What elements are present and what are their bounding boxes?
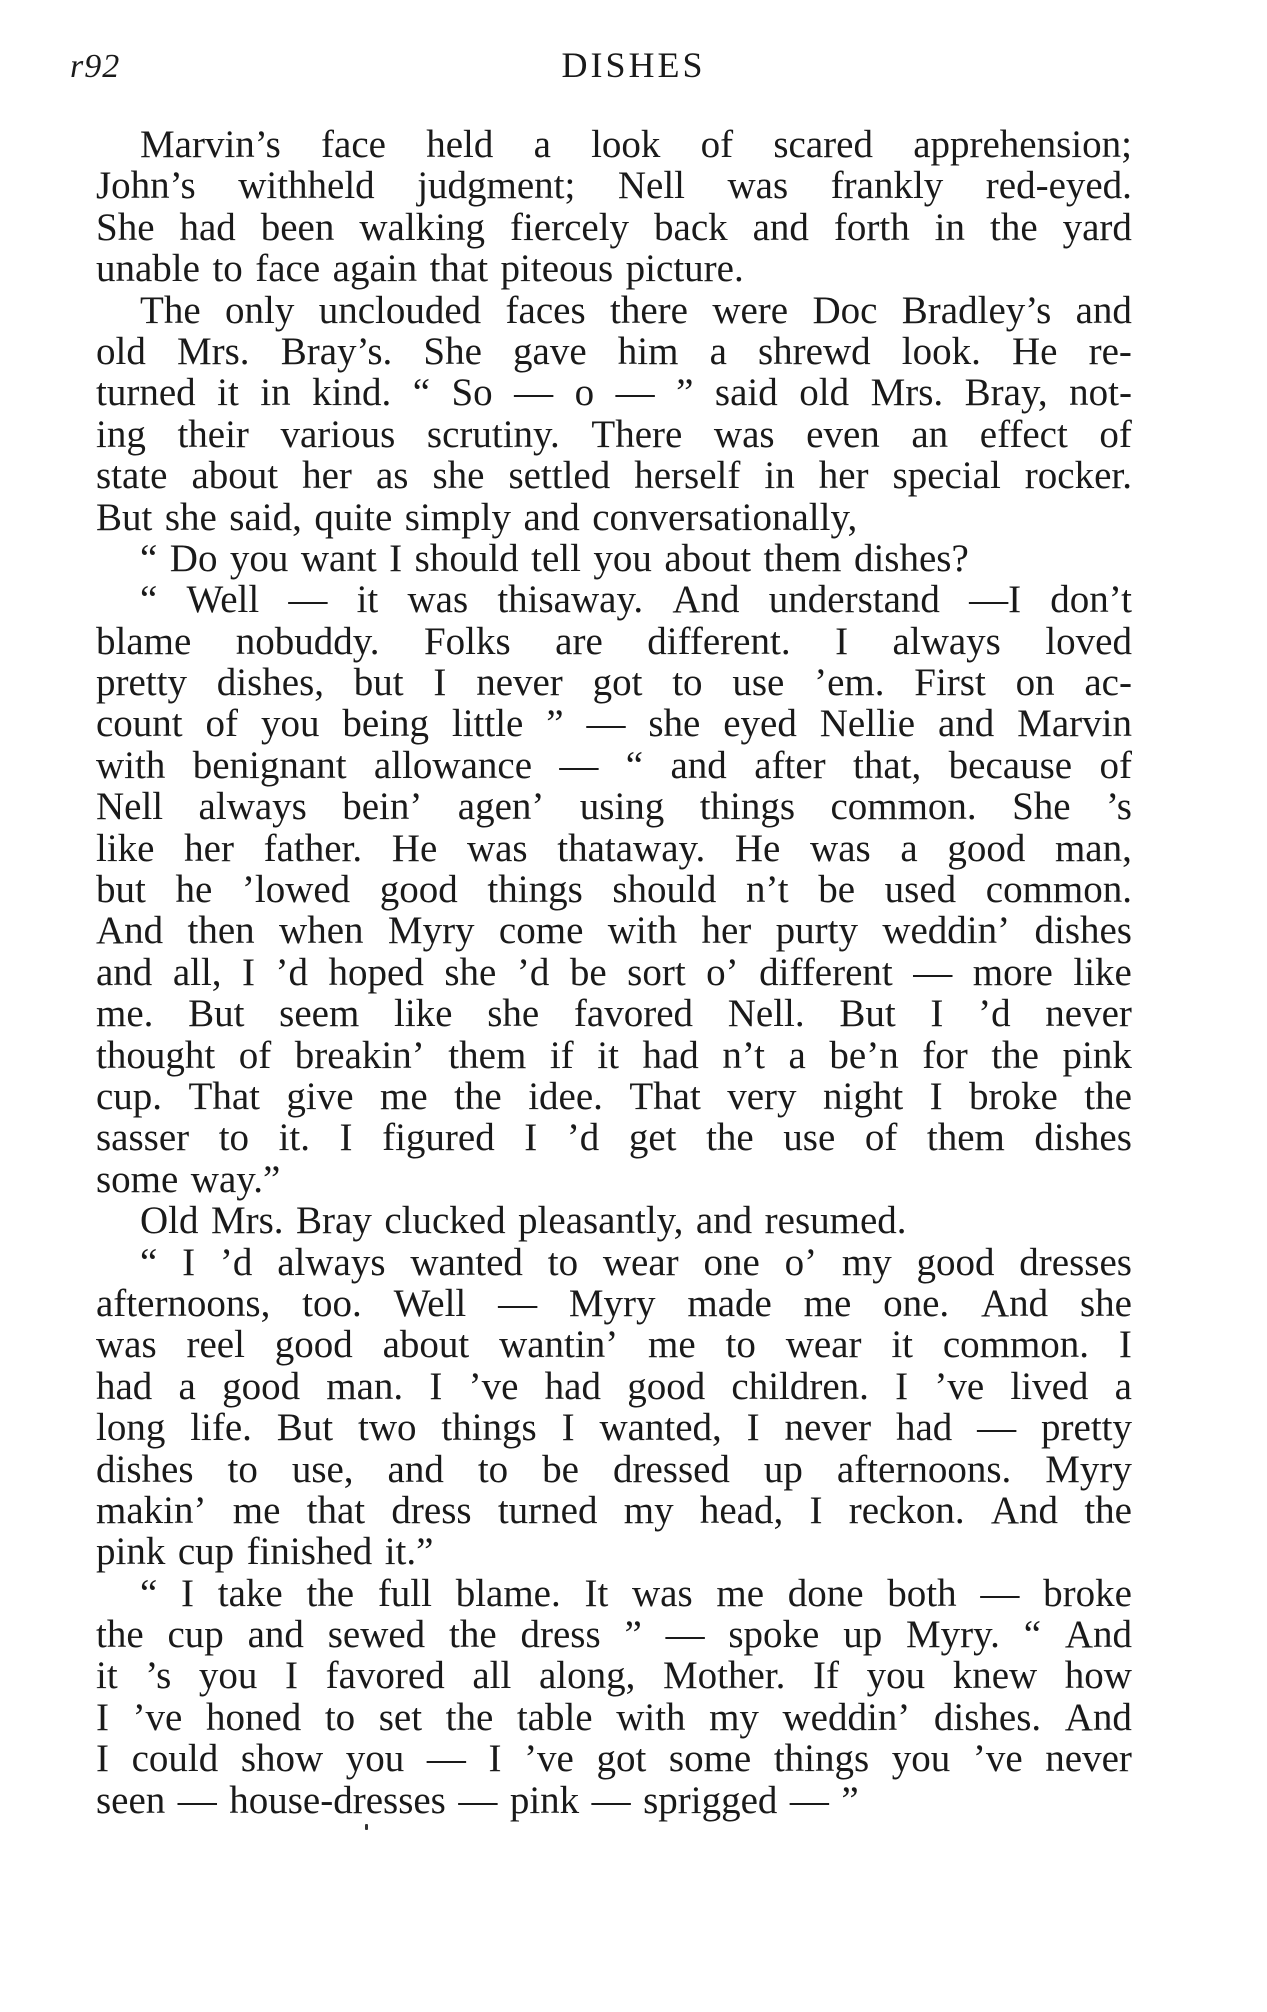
text-line: blame nobuddy. Folks are different. I always loved: [96, 619, 1132, 663]
text-line: old Mrs. Bray’s. She gave him a shrewd look. He re-: [96, 329, 1132, 373]
text-line: And then when Myry come with her purty weddin’ dishes: [96, 909, 1132, 953]
page-header: [0, 44, 1267, 94]
text-line: afternoons, too. Well — Myry made me one. And she: [96, 1281, 1132, 1325]
text-line: it ’s you I favored all along, Mother. If you knew how: [96, 1654, 1132, 1698]
text-line: thought of breakin’ them if it had n’t a be’n for the pink: [96, 1033, 1132, 1077]
text-line: state about her as she settled herself in her special rocker.: [96, 454, 1132, 498]
text-line: pink cup finished it.”: [96, 1530, 434, 1574]
text-line: Nell always bein’ agen’ using things common. She ’s: [96, 785, 1132, 829]
text-line: the cup and sewed the dress ” — spoke up Myry. “ And: [96, 1613, 1132, 1657]
text-line: count of you being little ” — she eyed Nellie and Marvin: [96, 702, 1132, 746]
text-line: was reel good about wantin’ me to wear it common. I: [96, 1323, 1132, 1367]
running-title: DISHES: [561, 45, 706, 85]
body-text: [96, 124, 1132, 1821]
text-line: She had been walking fiercely back and forth in the yard: [96, 205, 1132, 249]
text-line: The only unclouded faces there were Doc Bradley’s and: [140, 288, 1132, 332]
text-line: Marvin’s face held a look of scared apprehension;: [140, 123, 1132, 166]
text-line: unable to face again that piteous picture.: [96, 247, 744, 291]
text-line: I ’ve honed to set the table with my weddin’ dishes. And: [96, 1695, 1132, 1739]
text-line: long life. But two things I wanted, I never had — pretty: [96, 1406, 1132, 1450]
text-line: sasser to it. I figured I ’d get the use of them dishes: [96, 1116, 1132, 1160]
text-line: But she said, quite simply and conversationally,: [96, 495, 858, 539]
text-line: had a good man. I ’ve had good children. I ’ve lived a: [96, 1364, 1132, 1408]
text-line: and all, I ’d hoped she ’d be sort o’ different — more like: [96, 950, 1132, 994]
text-line: Old Mrs. Bray clucked pleasantly, and resumed.: [140, 1199, 907, 1243]
printing-speck: [365, 1824, 368, 1830]
text-line: John’s withheld judgment; Nell was frankly red-eyed.: [96, 164, 1132, 208]
text-line: “ I take the full blame. It was me done both — broke: [140, 1571, 1132, 1615]
text-line: cup. That give me the idee. That very night I broke the: [96, 1074, 1132, 1118]
text-line: some way.”: [96, 1157, 281, 1201]
text-line: I could show you — I ’ve got some things you ’ve never: [96, 1737, 1132, 1781]
text-line: “ Do you want I should tell you about them dishes?: [140, 536, 969, 580]
text-line: but he ’lowed good things should n’t be used common.: [96, 868, 1132, 912]
text-line: with benignant allowance — “ and after that, because of: [96, 743, 1132, 787]
text-line: me. But seem like she favored Nell. But I ’d never: [96, 992, 1132, 1036]
text-line: seen — house-dresses — pink — sprigged — ”: [96, 1778, 859, 1822]
page-number: r92: [70, 48, 121, 85]
text-line: pretty dishes, but I never got to use ’em. First on ac-: [96, 661, 1132, 705]
text-line: ing their various scrutiny. There was even an effect of: [96, 412, 1132, 456]
text-line: like her father. He was thataway. He was a good man,: [96, 826, 1132, 870]
text-line: “ Well — it was thisaway. And understand —I don’t: [140, 578, 1132, 622]
text-line: turned it in kind. “ So — o — ” said old Mrs. Bray, not-: [96, 371, 1132, 415]
text-line: “ I ’d always wanted to wear one o’ my good dresses: [140, 1240, 1132, 1284]
text-line: makin’ me that dress turned my head, I reckon. And the: [96, 1488, 1132, 1532]
text-line: dishes to use, and to be dressed up afternoons. Myry: [96, 1447, 1132, 1491]
